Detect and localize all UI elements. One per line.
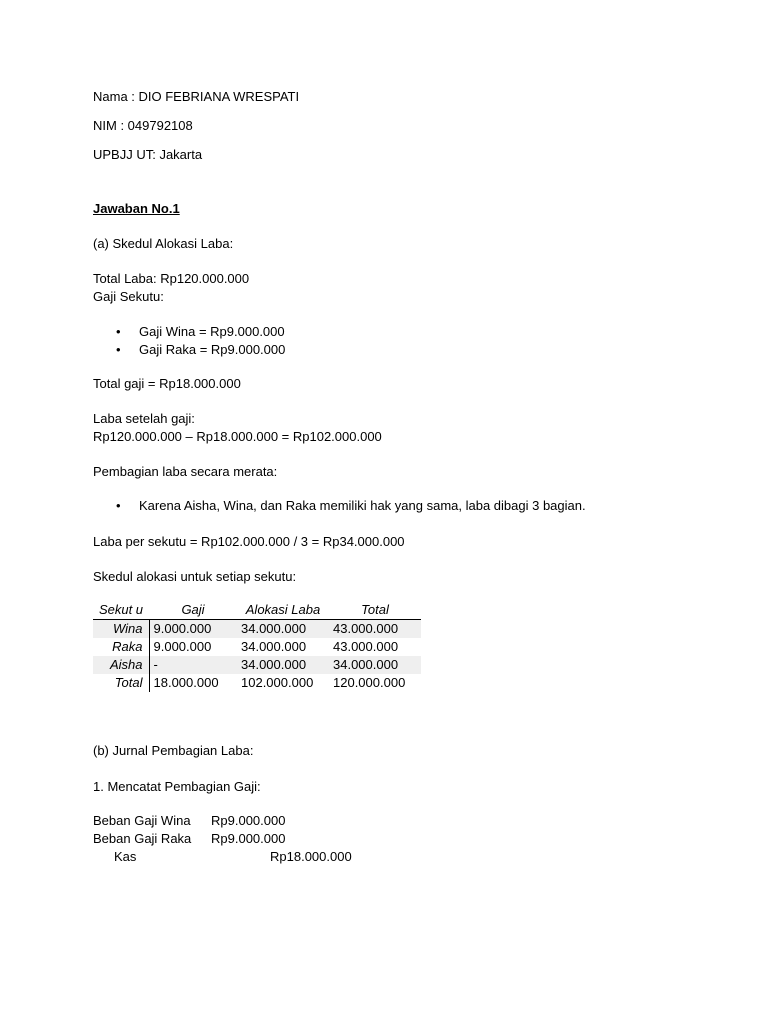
table-row (93, 638, 421, 656)
table-header: Sekut u (98, 602, 144, 617)
bullet-icon: • (116, 324, 121, 339)
journal-account: Beban Gaji Raka (93, 831, 192, 846)
list-item: Karena Aisha, Wina, dan Raka memiliki hak yang sama, laba dibagi 3 bagian. (139, 498, 586, 513)
journal-account: Beban Gaji Wina (93, 813, 191, 828)
table-header: Alokasi Laba (245, 602, 321, 617)
journal-debit: Rp9.000.000 (211, 831, 286, 846)
table-cell: 34.000.000 (237, 620, 329, 639)
table-cell: Raka (93, 638, 149, 656)
student-nim: NIM : 049792108 (93, 118, 193, 133)
bullet-icon: • (116, 342, 121, 357)
bullet-icon: • (116, 498, 121, 513)
table-cell: 43.000.000 (329, 620, 421, 639)
total-laba: Total Laba: Rp120.000.000 (93, 271, 250, 286)
table-cell: 102.000.000 (241, 675, 314, 690)
table-cell: Aisha (93, 656, 149, 674)
journal-debit: Rp9.000.000 (211, 813, 286, 828)
list-item: Gaji Raka = Rp9.000.000 (139, 342, 286, 357)
laba-setelah-calc: Rp120.000.000 – Rp18.000.000 = Rp102.000.000 (93, 429, 382, 444)
journal-credit-account: Kas (114, 849, 137, 864)
student-name: Nama : DIO FEBRIANA WRESPATI (93, 89, 300, 104)
table-cell: - (149, 656, 237, 674)
table-cell: Wina (93, 620, 149, 639)
pembagian-label: Pembagian laba secara merata: (93, 464, 278, 479)
table-cell: 34.000.000 (237, 656, 329, 674)
list-item: Gaji Wina = Rp9.000.000 (139, 324, 285, 339)
gaji-sekutu-label: Gaji Sekutu: (93, 289, 164, 304)
table-header: Total (361, 602, 389, 617)
laba-setelah-label: Laba setelah gaji: (93, 411, 195, 426)
answer-heading: Jawaban No.1 (93, 201, 180, 216)
journal-credit-amount: Rp18.000.000 (270, 849, 352, 864)
table-header-row (93, 601, 421, 620)
table-cell: 34.000.000 (241, 639, 307, 654)
step-1-label: 1. Mencatat Pembagian Gaji: (93, 779, 261, 794)
table-cell: 43.000.000 (333, 639, 399, 654)
table-row (93, 656, 421, 674)
skedul-label: Skedul alokasi untuk setiap sekutu: (93, 569, 297, 584)
table-row (93, 620, 421, 639)
table-row (93, 674, 421, 692)
table-header: Gaji (181, 602, 205, 617)
part-b-title: (b) Jurnal Pembagian Laba: (93, 743, 254, 758)
part-a-title: (a) Skedul Alokasi Laba: (93, 236, 234, 251)
laba-per-sekutu: Laba per sekutu = Rp102.000.000 / 3 = Rp34.000.000 (93, 534, 405, 549)
allocation-table (93, 601, 421, 692)
table-cell: 120.000.000 (333, 675, 406, 690)
table-cell: Total (93, 674, 149, 692)
table-cell: 34.000.000 (329, 656, 421, 674)
student-upbjj: UPBJJ UT: Jakarta (93, 147, 203, 162)
table-cell: 9.000.000 (153, 639, 212, 654)
table-cell: 18.000.000 (153, 675, 219, 690)
table-cell: 9.000.000 (149, 620, 237, 639)
total-gaji: Total gaji = Rp18.000.000 (93, 376, 241, 391)
